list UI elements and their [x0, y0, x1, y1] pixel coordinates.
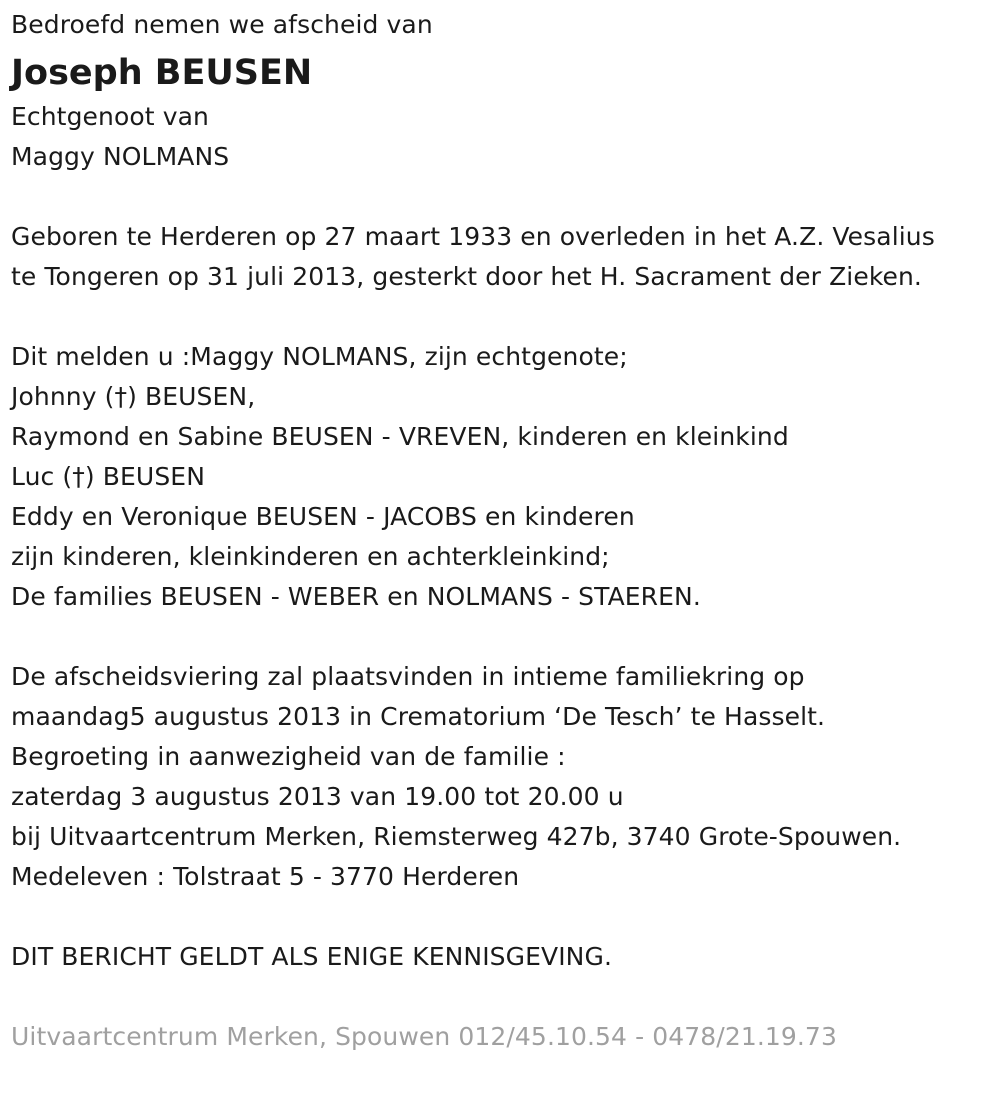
spacer — [11, 897, 991, 937]
paragraph-line: zijn kinderen, kleinkinderen en achterkleinkind; — [11, 542, 610, 571]
obituary-document — [11, 0, 991, 1057]
birth-death-paragraph — [11, 217, 991, 297]
paragraph-line: zaterdag 3 augustus 2013 van 19.00 tot 20.00 u — [11, 782, 624, 811]
paragraph-line: te Tongeren op 31 juli 2013, gesterkt door het H. Sacrament der Zieken. — [11, 262, 922, 291]
paragraph-line: maandag5 augustus 2013 in Crematorium ‘De Tesch’ te Hasselt. — [11, 702, 826, 731]
paragraph-line: Dit melden u :Maggy NOLMANS, zijn echtgenote; — [11, 342, 628, 371]
paragraph-line: De families BEUSEN - WEBER en NOLMANS - STAEREN. — [11, 582, 701, 611]
paragraph-line: Raymond en Sabine BEUSEN - VREVEN, kinderen en kleinkind — [11, 422, 789, 451]
ceremony-paragraph — [11, 657, 991, 897]
deceased-name: Joseph BEUSEN — [11, 53, 313, 93]
spacer — [11, 177, 991, 217]
spouse-label: Echtgenoot van — [11, 102, 209, 131]
paragraph-line: De afscheidsviering zal plaatsvinden in intieme familiekring op — [11, 662, 805, 691]
paragraph-line: Medeleven : Tolstraat 5 - 3770 Herderen — [11, 862, 520, 891]
intro-text: Bedroefd nemen we afscheid van — [11, 10, 433, 39]
spacer — [11, 977, 991, 1017]
spacer — [11, 617, 991, 657]
spouse-name: Maggy NOLMANS — [11, 142, 230, 171]
paragraph-line: Luc (†) BEUSEN — [11, 462, 205, 491]
notice-text: DIT BERICHT GELDT ALS ENIGE KENNISGEVING. — [11, 942, 612, 971]
paragraph-line: Eddy en Veronique BEUSEN - JACOBS en kinderen — [11, 502, 635, 531]
paragraph-line: Johnny (†) BEUSEN, — [11, 382, 256, 411]
funeral-home-footer: Uitvaartcentrum Merken, Spouwen 012/45.10.54 - 0478/21.19.73 — [11, 1022, 837, 1051]
paragraph-line: bij Uitvaartcentrum Merken, Riemsterweg 427b, 3740 Grote-Spouwen. — [11, 822, 902, 851]
spacer — [11, 297, 991, 337]
family-paragraph — [11, 337, 991, 617]
paragraph-line: Begroeting in aanwezigheid van de familie : — [11, 742, 566, 771]
paragraph-line: Geboren te Herderen op 27 maart 1933 en overleden in het A.Z. Vesalius — [11, 222, 935, 251]
